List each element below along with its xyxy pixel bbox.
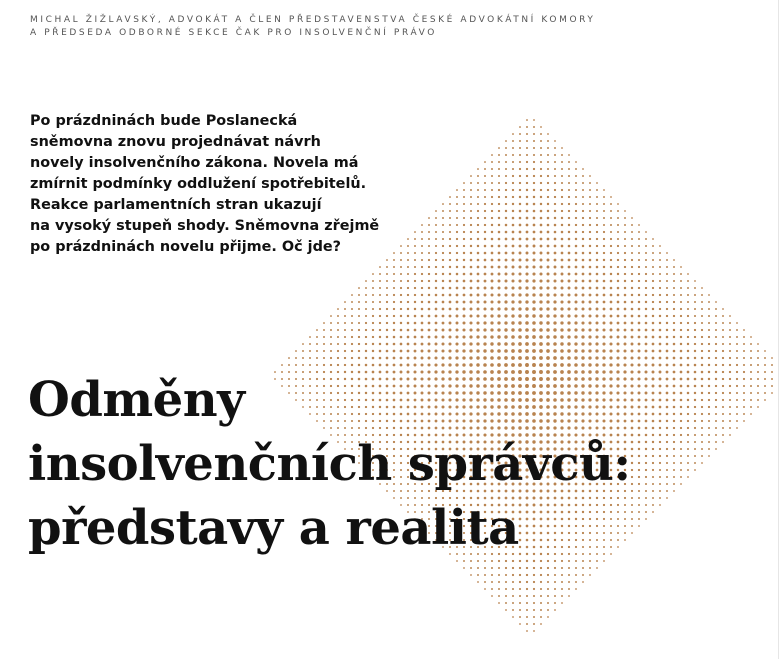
perex-line: sněmovna znovu projednávat návrh <box>30 134 321 150</box>
perex-line: Reakce parlamentních stran ukazují <box>30 197 322 213</box>
perex <box>30 111 430 258</box>
author-byline <box>30 14 596 40</box>
perex-line: novely insolvenčního zákona. Novela má <box>30 155 359 171</box>
headline-line: insolvenčních správců: <box>28 436 631 492</box>
article-headline <box>28 368 631 560</box>
headline-line: představy a realita <box>28 500 519 556</box>
author-line: A PŘEDSEDA ODBORNÉ SEKCE ČAK PRO INSOLVENČNÍ PRÁVO <box>30 28 437 38</box>
perex-line: po prázdninách novelu přijme. Oč jde? <box>30 239 341 255</box>
headline-line: Odměny <box>28 372 245 428</box>
perex-line: Po prázdninách bude Poslanecká <box>30 113 298 129</box>
perex-line: na vysoký stupeň shody. Sněmovna zřejmě <box>30 218 380 234</box>
author-line: MICHAL ŽIŽLAVSKÝ, ADVOKÁT A ČLEN PŘEDSTAVENSTVA ČESKÉ ADVOKÁTNÍ KOMORY <box>30 15 596 25</box>
perex-line: zmírnit podmínky oddlužení spotřebitelů. <box>30 176 367 192</box>
